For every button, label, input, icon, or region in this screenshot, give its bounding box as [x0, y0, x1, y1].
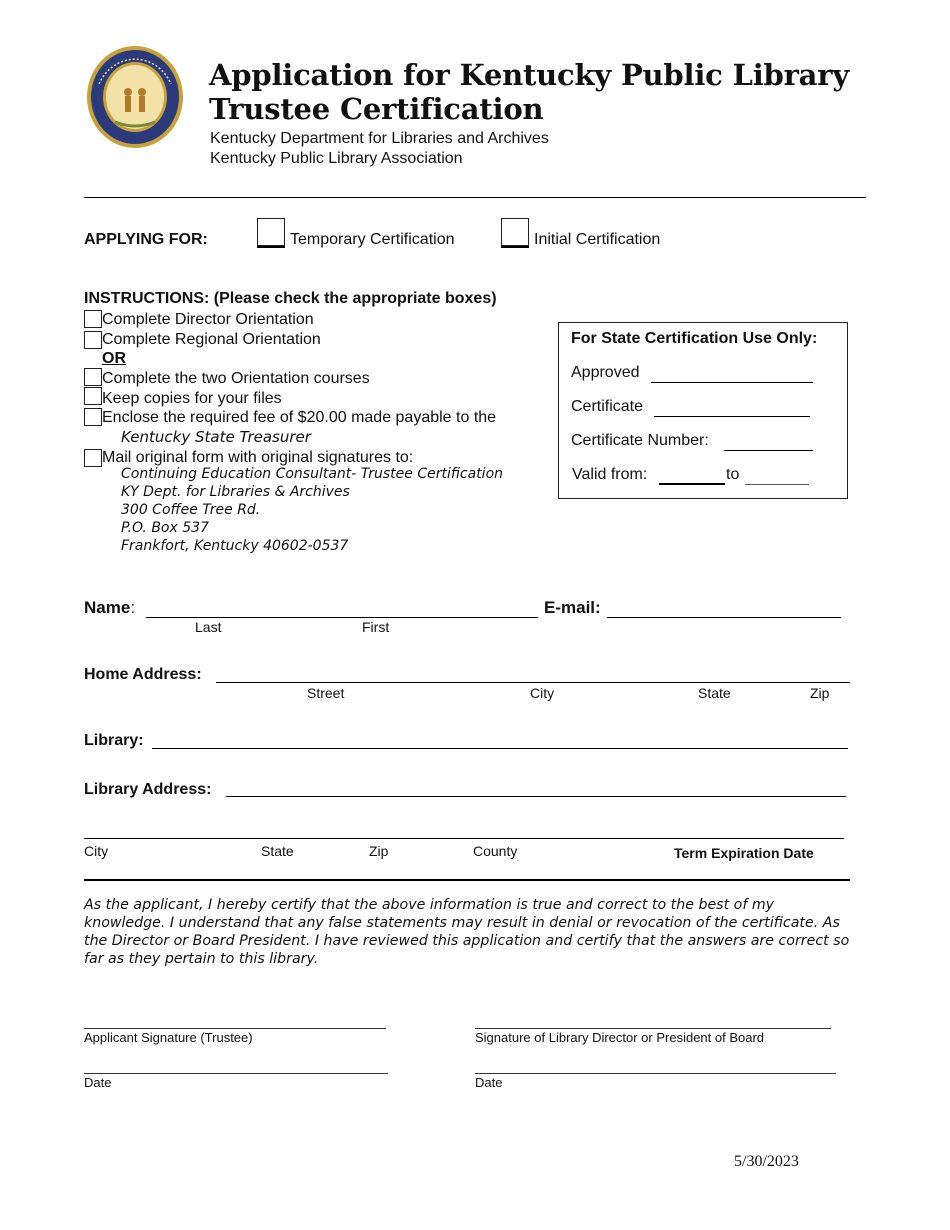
- city-caption-2: City: [84, 843, 109, 859]
- temporary-certification-label: Temporary Certification: [290, 231, 455, 248]
- library-address-field[interactable]: [226, 796, 846, 797]
- applicant-date-line[interactable]: [84, 1073, 388, 1074]
- applying-for-label: APPLYING FOR:: [84, 231, 208, 248]
- certification-statement: As the applicant, I hereby certify that the above information is true and correct to the best of my knowledge. I understand that any false statements may result in denial or revocation of the certificate. As the Director or Board President. I have reviewed this application and certify that the answers are correct so far as they pertain to this library.: [84, 897, 850, 967]
- item-regional-orientation: Complete Regional Orientation: [102, 331, 321, 348]
- address-line: P.O. Box 537: [121, 520, 209, 536]
- valid-to-field[interactable]: [745, 484, 809, 485]
- state-use-heading: For State Certification Use Only:: [571, 330, 818, 347]
- email-label: E-mail:: [544, 598, 601, 617]
- certificate-number-label: Certificate Number:: [571, 432, 709, 449]
- temporary-certification-checkbox[interactable]: [257, 218, 285, 246]
- or-label: OR: [102, 350, 126, 367]
- approved-field[interactable]: [651, 382, 813, 383]
- org-kdla: Kentucky Department for Libraries and Archives: [210, 130, 549, 147]
- name-label: Name:: [84, 598, 136, 617]
- director-date-caption: Date: [475, 1075, 503, 1090]
- director-date-line[interactable]: [475, 1073, 836, 1074]
- kentucky-seal-logo: [85, 44, 185, 150]
- library-address-line-2[interactable]: [84, 838, 844, 839]
- page-title: [209, 58, 889, 126]
- instructions-heading: INSTRUCTIONS: (Please check the appropriate boxes): [84, 290, 497, 307]
- checkbox-underline: [257, 246, 285, 248]
- item-keep-copies: Keep copies for your files: [102, 390, 282, 407]
- mail-form-checkbox[interactable]: [84, 449, 102, 467]
- regional-orientation-checkbox[interactable]: [84, 331, 102, 349]
- certificate-label: Certificate: [571, 398, 644, 415]
- last-name-caption: Last: [195, 619, 222, 635]
- checkbox-underline: [501, 246, 529, 248]
- initial-certification-checkbox[interactable]: [501, 218, 529, 246]
- keep-copies-checkbox[interactable]: [84, 387, 102, 405]
- two-courses-checkbox[interactable]: [84, 368, 102, 386]
- state-caption: State: [698, 685, 731, 701]
- applicant-date-caption: Date: [84, 1075, 112, 1090]
- certificate-field[interactable]: [654, 416, 810, 417]
- county-caption: County: [473, 843, 518, 859]
- term-expiration-caption: Term Expiration Date: [674, 845, 814, 861]
- valid-from-label: Valid from:: [572, 466, 648, 483]
- first-name-caption: First: [362, 619, 390, 635]
- zip-caption: Zip: [810, 685, 830, 701]
- address-line: Frankfort, Kentucky 40602-0537: [121, 538, 349, 554]
- state-caption-2: State: [261, 843, 294, 859]
- payee-name: Kentucky State Treasurer: [121, 428, 311, 446]
- home-address-label: Home Address:: [84, 666, 202, 683]
- director-signature-line[interactable]: [475, 1028, 831, 1029]
- name-label-text: Name: [84, 598, 131, 617]
- director-orientation-checkbox[interactable]: [84, 310, 102, 328]
- library-field[interactable]: [152, 748, 848, 749]
- home-address-field[interactable]: [216, 682, 850, 683]
- director-signature-caption: Signature of Library Director or President of Board: [475, 1030, 765, 1045]
- zip-caption-2: Zip: [369, 843, 389, 859]
- item-fee: Enclose the required fee of $20.00 made payable to the: [102, 409, 497, 426]
- address-line: KY Dept. for Libraries & Archives: [121, 484, 350, 500]
- city-caption: City: [530, 685, 555, 701]
- address-line: Continuing Education Consultant- Trustee Certification: [121, 466, 504, 482]
- email-field[interactable]: [607, 617, 841, 618]
- address-line: 300 Coffee Tree Rd.: [121, 502, 261, 518]
- mailing-address: [121, 465, 503, 555]
- item-director-orientation: Complete Director Orientation: [102, 311, 314, 328]
- state-use-box: [558, 322, 848, 499]
- org-kpla: Kentucky Public Library Association: [210, 150, 463, 167]
- item-mail-form: Mail original form with original signatures to:: [102, 449, 414, 466]
- library-label: Library:: [84, 732, 144, 749]
- library-address-label: Library Address:: [84, 781, 212, 798]
- initial-certification-label: Initial Certification: [534, 231, 661, 248]
- valid-to-label: to: [726, 466, 740, 483]
- approved-label: Approved: [571, 364, 640, 381]
- revision-date: 5/30/2023: [734, 1153, 799, 1170]
- name-field[interactable]: [146, 617, 538, 618]
- title-line-2: Trustee Certification: [209, 92, 544, 126]
- street-caption: Street: [307, 685, 345, 701]
- applicant-signature-caption: Applicant Signature (Trustee): [84, 1030, 253, 1045]
- certificate-number-field[interactable]: [724, 450, 813, 451]
- header-divider: [84, 197, 866, 198]
- title-line-1: Application for Kentucky Public Library: [209, 58, 849, 92]
- valid-from-field[interactable]: [659, 483, 725, 485]
- item-two-courses: Complete the two Orientation courses: [102, 370, 370, 387]
- applicant-signature-line[interactable]: [84, 1028, 386, 1029]
- section-divider: [84, 879, 850, 881]
- fee-checkbox[interactable]: [84, 408, 102, 426]
